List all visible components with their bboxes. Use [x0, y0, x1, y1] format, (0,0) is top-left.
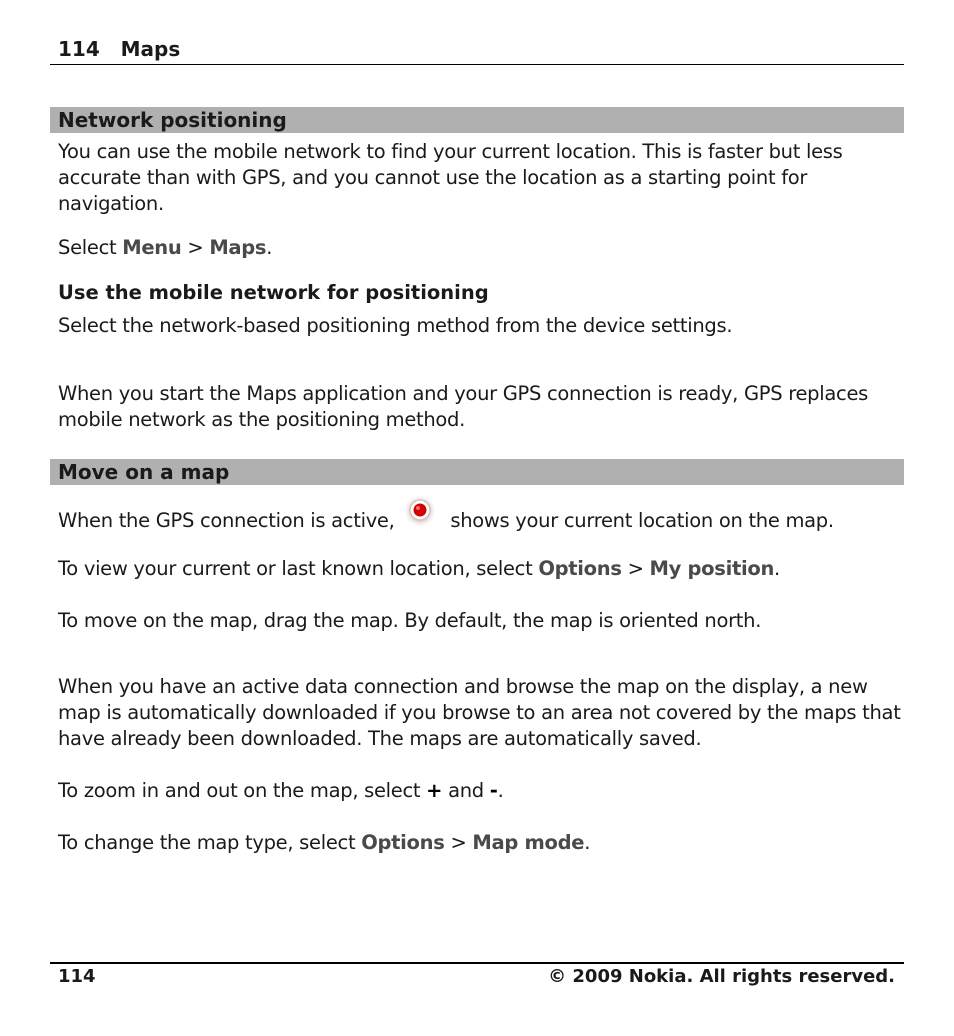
gps-position-icon — [402, 501, 438, 537]
maps-ref: Maps — [209, 236, 267, 259]
paragraph-network-intro: You can use the mobile network to find your current location. This is faster but less accurate than with GPS, and you cannot use the location as a starting point for navigation. — [58, 140, 843, 215]
paragraph-zoom — [58, 778, 904, 804]
text-gps-after: shows your current location on the map. — [444, 509, 834, 532]
paragraph-network-method: Select the network-based positioning method from the device settings. — [58, 314, 733, 337]
my-position-ref: My position — [649, 557, 775, 580]
text-maptype-prefix: To change the map type, select — [58, 831, 362, 854]
period: . — [584, 831, 591, 854]
arrow-text: > — [450, 831, 473, 854]
text-select: Select — [58, 236, 123, 259]
page-header — [58, 37, 180, 61]
paragraph-gps-replaces: When you start the Maps application and your GPS connection is ready, GPS replaces mobile network as the positioning method. — [58, 382, 869, 431]
header-page-number: 114 — [58, 37, 100, 61]
options-ref: Options — [538, 557, 622, 580]
section-heading-network-positioning — [50, 107, 904, 133]
paragraph-gps-active — [58, 501, 904, 537]
period: . — [497, 779, 504, 802]
text-gps-before: When the GPS connection is active, — [58, 509, 401, 532]
text-and: and — [442, 779, 490, 802]
text-view-prefix: To view your current or last known location, select — [58, 557, 539, 580]
options-ref: Options — [361, 831, 445, 854]
arrow-text: > — [187, 236, 210, 259]
menu-ref: Menu — [122, 236, 182, 259]
period: . — [266, 236, 273, 259]
arrow-text: > — [627, 557, 650, 580]
footer-page-number: 114 — [58, 966, 96, 987]
paragraph-map-type — [58, 830, 904, 856]
paragraph-my-position — [58, 556, 904, 582]
section-heading-move-on-map — [50, 459, 904, 485]
subheading-mobile-network: Use the mobile network for positioning — [58, 281, 489, 304]
map-mode-ref: Map mode — [472, 831, 585, 854]
paragraph-drag-map: To move on the map, drag the map. By default, the map is oriented north. — [58, 609, 762, 632]
text-zoom-prefix: To zoom in and out on the map, select — [58, 779, 427, 802]
paragraph-select-maps — [58, 235, 904, 261]
header-rule — [50, 64, 904, 65]
zoom-out-key: - — [489, 779, 498, 802]
header-section-title: Maps — [120, 37, 181, 61]
footer-copyright: © 2009 Nokia. All rights reserved. — [548, 966, 895, 987]
section-heading-label: Network positioning — [58, 108, 287, 132]
paragraph-auto-download: When you have an active data connection and browse the map on the display, a new map is automatically downloaded if you browse to an area not covered by the maps that have already been downloaded. The maps are automatically saved. — [58, 675, 901, 750]
period: . — [774, 557, 780, 580]
zoom-in-key: + — [426, 779, 443, 802]
footer-rule — [50, 962, 904, 964]
section-heading-label: Move on a map — [58, 460, 230, 484]
